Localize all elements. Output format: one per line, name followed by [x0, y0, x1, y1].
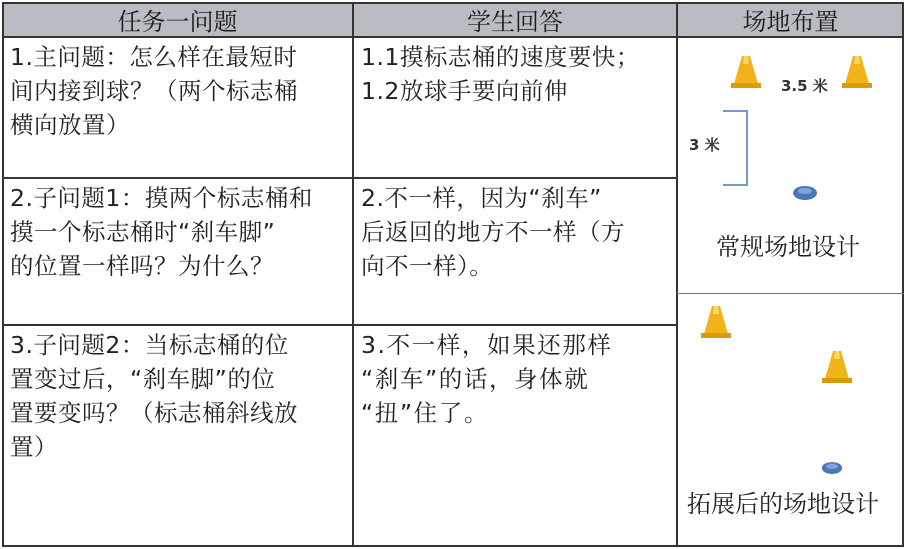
- table-border-left: [2, 2, 4, 547]
- question-3-line: 置变过后，“刹车脚”的位: [10, 365, 276, 393]
- table-border-top: [2, 2, 904, 4]
- distance-bracket-icon: [721, 109, 751, 189]
- column-divider: [352, 2, 354, 547]
- task-table: [2, 2, 904, 547]
- regular-field-diagram: [677, 37, 904, 294]
- answer-2-line: 向不一样）。: [361, 252, 494, 280]
- question-3-line: 置要变吗？（标志桶斜线放: [10, 399, 298, 427]
- answer-3: [353, 325, 677, 547]
- question-3-line: 3.子问题2：当标志桶的位: [10, 331, 289, 359]
- depth-label: 3 米: [689, 136, 720, 154]
- header-divider: [2, 36, 904, 38]
- regular-field-caption: 常规场地设计: [716, 233, 860, 261]
- answer-1-line: 1.1摸标志桶的速度要快；: [361, 43, 640, 71]
- traffic-cone-icon: [701, 304, 731, 338]
- row-divider: [2, 177, 677, 179]
- answer-1-line: 1.2放球手要向前伸: [361, 77, 568, 105]
- start-marker-icon: [821, 461, 843, 475]
- question-1: [2, 37, 353, 178]
- row-divider: [2, 324, 677, 326]
- answer-2-line: 2.不一样，因为“刹车”: [361, 184, 602, 212]
- diagram-divider: [677, 293, 904, 294]
- header-field-layout: 场地布置: [677, 2, 904, 37]
- question-1-line: 横向放置）: [10, 111, 130, 139]
- extended-field-caption: 拓展后的场地设计: [687, 490, 879, 518]
- traffic-cone-icon: [842, 54, 872, 88]
- question-3: [2, 325, 353, 547]
- question-1-line: 间内接到球？（两个标志桶: [10, 77, 298, 105]
- answer-3-line: “刹车”的话，身体就: [361, 365, 590, 393]
- start-marker-icon: [792, 185, 818, 201]
- question-2-line: 摸一个标志桶时“刹车脚”: [10, 218, 276, 246]
- question-2-line: 2.子问题1：摸两个标志桶和: [10, 184, 313, 212]
- answer-3-line: “扭”住了。: [361, 399, 489, 427]
- header-task-question: 任务一问题: [2, 2, 353, 37]
- traffic-cone-icon: [731, 54, 761, 88]
- traffic-cone-icon: [822, 349, 852, 383]
- answer-2-line: 后返回的地方不一样（方: [361, 218, 625, 246]
- question-1-line: 1.主问题：怎么样在最短时: [10, 43, 298, 71]
- extended-field-diagram: [677, 294, 904, 547]
- answer-3-line: 3.不一样，如果还那样: [361, 331, 613, 359]
- table-border-right: [902, 2, 904, 547]
- question-2: [2, 178, 353, 325]
- width-label: 3.5 米: [781, 77, 828, 95]
- answer-1: [353, 37, 677, 178]
- header-student-answer: 学生回答: [353, 2, 677, 37]
- question-3-line: 置）: [10, 433, 58, 461]
- question-2-line: 的位置一样吗？为什么？: [10, 252, 274, 280]
- answer-2: [353, 178, 677, 325]
- table-border-bottom: [2, 545, 904, 547]
- column-divider: [676, 2, 678, 547]
